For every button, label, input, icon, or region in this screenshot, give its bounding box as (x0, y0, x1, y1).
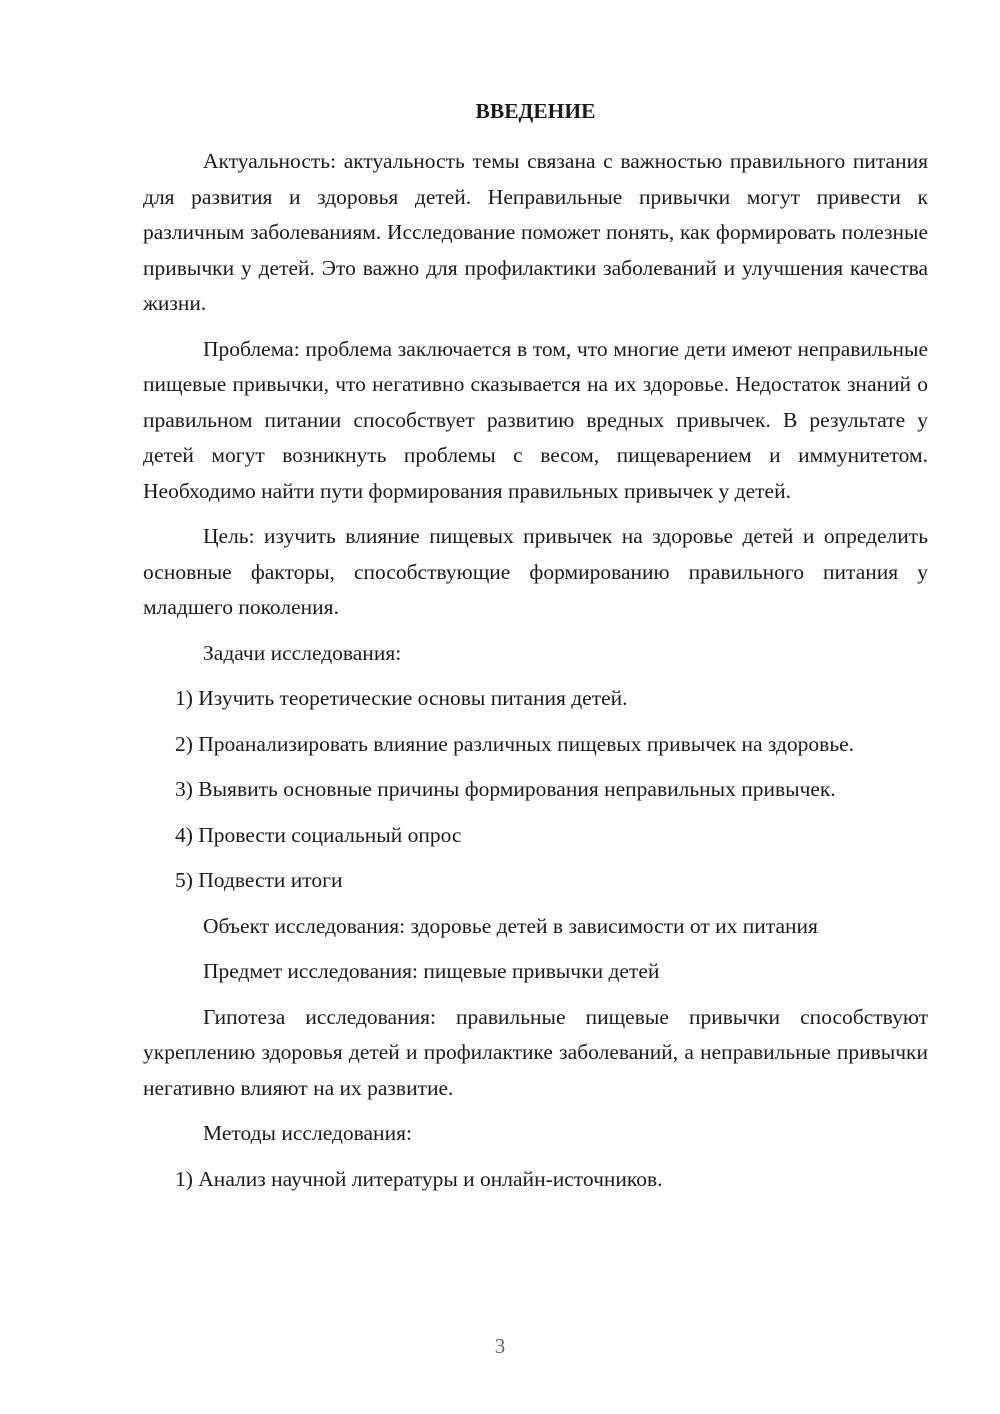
goal-paragraph: Цель: изучить влияние пищевых привычек на здоровье детей и определить основные факторы, способствующие формированию правильного питания у младшего поколения. (143, 524, 928, 619)
tasks-heading: Задачи исследования: (203, 640, 402, 665)
hypothesis-paragraph: Гипотеза исследования: правильные пищевые привычки способствуют укреплению здоровья детей и профилактике заболеваний, а неправильные привычки негативно влияют на их развитие. (143, 1004, 928, 1100)
section-title: ВВЕДЕНИЕ (475, 99, 596, 123)
page-number: 3 (494, 1334, 506, 1358)
task-item-4: 4) Провести социальный опрос (175, 822, 462, 847)
task-item-1: 1) Изучить теоретические основы питания детей. (175, 686, 628, 710)
methods-heading: Методы исследования: (203, 1121, 412, 1145)
object-line: Объект исследования: здоровье детей в зависимости от их питания (203, 913, 818, 938)
task-item-5: 5) Подвести итоги (175, 868, 343, 892)
document-page (143, 96, 928, 1197)
problem-paragraph: Проблема: проблема заключается в том, что многие дети имеют неправильные пищевые привычки, что негативно сказывается на их здоровье. Недостаток знаний о правильном питании способствует развитию вредных привычек. В результате у детей могут возникнуть проблемы с весом, пищеварением и иммунитетом. Необходимо найти пути формирования правильных привычек у детей. (143, 336, 928, 503)
relevance-paragraph: Актуальность: актуальность темы связана с важностью правильного питания для развития и здоровья детей. Неправильные привычки могут привести к различным заболеваниям. Исследование поможет понять, как формировать полезные привычки у детей. Это важно для профилактики заболеваний и улучшения качества жизни. (143, 149, 928, 315)
method-item-1: 1) Анализ научной литературы и онлайн-источников. (175, 1166, 663, 1191)
task-item-2: 2) Проанализировать влияние различных пищевых привычек на здоровье. (175, 731, 855, 756)
subject-line: Предмет исследования: пищевые привычки детей (203, 959, 660, 983)
task-item-3: 3) Выявить основные причины формирования неправильных привычек. (175, 777, 836, 801)
